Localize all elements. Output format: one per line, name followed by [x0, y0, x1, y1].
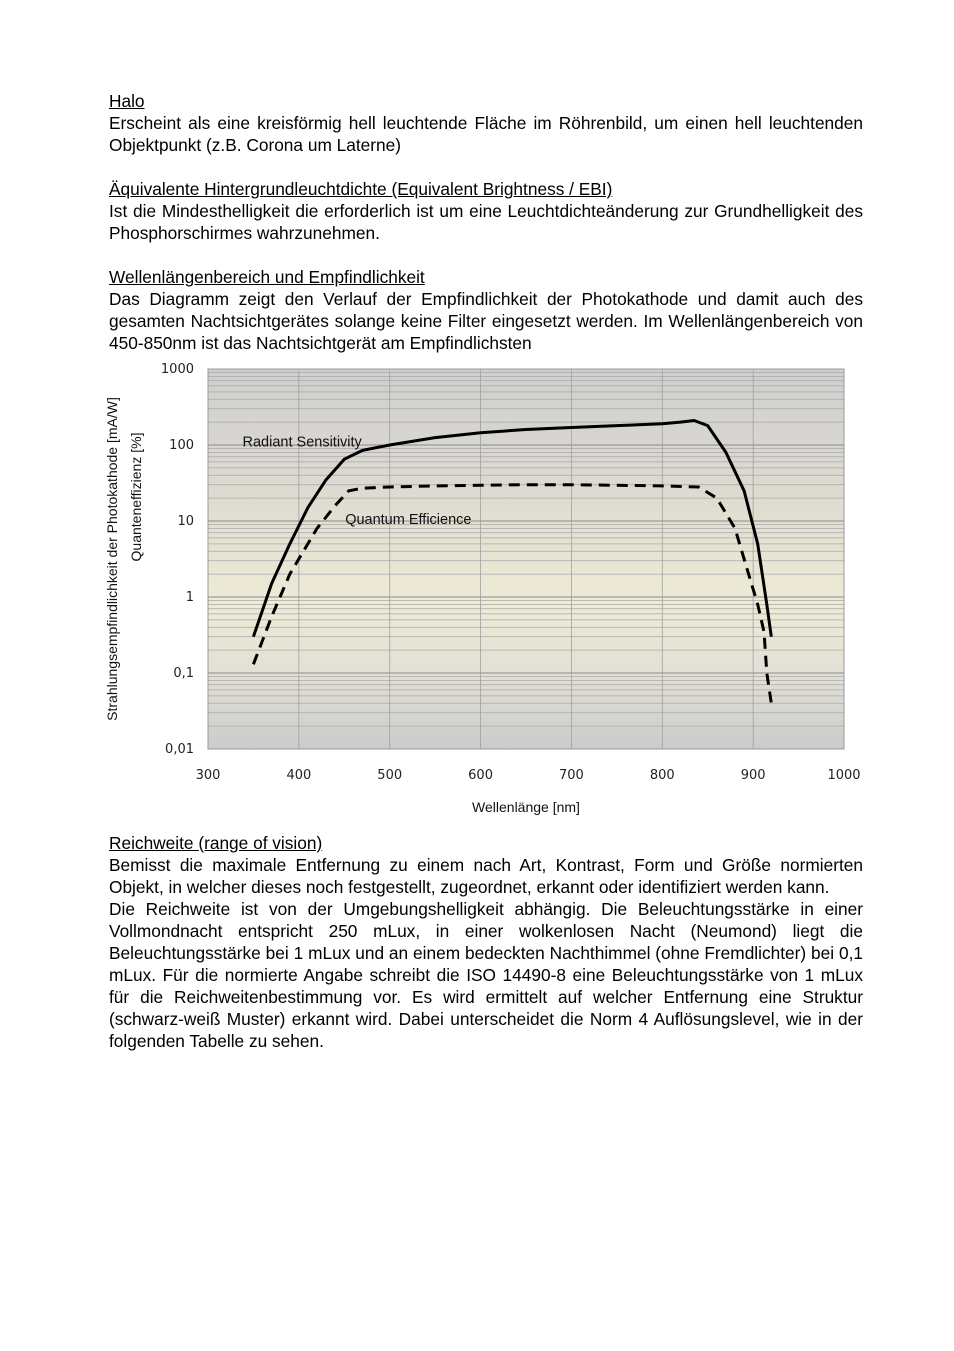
- halo-text: Erscheint als eine kreisförmig hell leuchtende Fläche im Röhrenbild, um einen hell leuchtenden Objektpunkt (z.B. Corona um Laterne): [109, 113, 863, 155]
- y-tick-label: 100: [169, 438, 194, 453]
- x-tick-label: 700: [559, 768, 584, 783]
- y-axis-title-2: Quanteneffizienz [%]: [128, 432, 144, 562]
- plot-background: [208, 369, 844, 749]
- x-tick-label: 300: [195, 768, 221, 783]
- range-text-1: Bemisst die maximale Entfernung zu einem nach Art, Kontrast, Form und Größe normierten Objekt, in welcher dieses noch festgestellt, zugeordnet, erkannt oder identifiziert werden kann.: [109, 855, 863, 897]
- sensitivity-chart-container: [101, 360, 861, 832]
- x-axis-title: Wellenlänge [nm]: [472, 799, 580, 815]
- y-axis-title: Strahlungsempfindlichkeit der Photokathode [mA/W]: [104, 397, 120, 721]
- document-page: [104, 90, 863, 1052]
- x-tick-label: 1000: [827, 768, 861, 783]
- y-tick-label: 1: [185, 590, 194, 605]
- y-tick-label: 1000: [160, 362, 194, 377]
- x-tick-label: 600: [468, 768, 493, 783]
- wavelength-text: Das Diagramm zeigt den Verlauf der Empfindlichkeit der Photokathode und damit auch des gesamten Nachtsichtgerätes solange keine Filter eingesetzt werden. Im Wellenlängenbereich von 450-850nm ist das Nachtsichtgerät am Empfindlichsten: [109, 289, 863, 353]
- series-label-quantum: Quantum Efficience: [345, 511, 472, 528]
- range-heading: Reichweite (range of vision): [109, 833, 323, 853]
- y-tick-label: 10: [177, 514, 194, 529]
- sensitivity-chart: [101, 360, 861, 832]
- x-tick-label: 500: [377, 768, 403, 783]
- ebi-text: Ist die Mindesthelligkeit die erforderlich ist um eine Leuchtdichteänderung zur Grundhelligkeit des Phosphorschirmes wahrzunehmen.: [109, 201, 863, 243]
- wavelength-heading: Wellenlängenbereich und Empfindlichkeit: [109, 267, 425, 287]
- series-label-radiant: Radiant Sensitivity: [242, 434, 362, 451]
- x-tick-label: 900: [740, 768, 766, 783]
- x-tick-label: 400: [286, 768, 312, 783]
- range-text-2: Die Reichweite ist von der Umgebungshelligkeit abhängig. Die Beleuchtungsstärke in einer Vollmondnacht entspricht 250 mLux, in einer wolkenlosen Nacht (Neumond) liegt die Beleuchtungsstärke bei 1 mLux und an einem bedeckten Nachthimmel (ohne Fremdlichter) bei 0,1 mLux. Für die normierte Angabe schreibt die ISO 14490-8 eine Beleuchtungsstärke von 1 mLux für die Reichweitenbestimmung vor. Es wird ermittelt auf welcher Entfernung eine Struktur (schwarz-weiß Muster) erkannt wird. Dabei unterscheidet die Norm 4 Auflösungslevel, wie in der folgenden Tabelle zu sehen.: [109, 899, 863, 1051]
- halo-heading: Halo: [109, 91, 145, 111]
- y-tick-label: 0,1: [173, 666, 194, 681]
- ebi-heading: Äquivalente Hintergrundleuchtdichte (Equivalent Brightness / EBI): [109, 179, 613, 199]
- y-tick-label: 0,01: [165, 742, 194, 757]
- x-tick-label: 800: [649, 768, 675, 783]
